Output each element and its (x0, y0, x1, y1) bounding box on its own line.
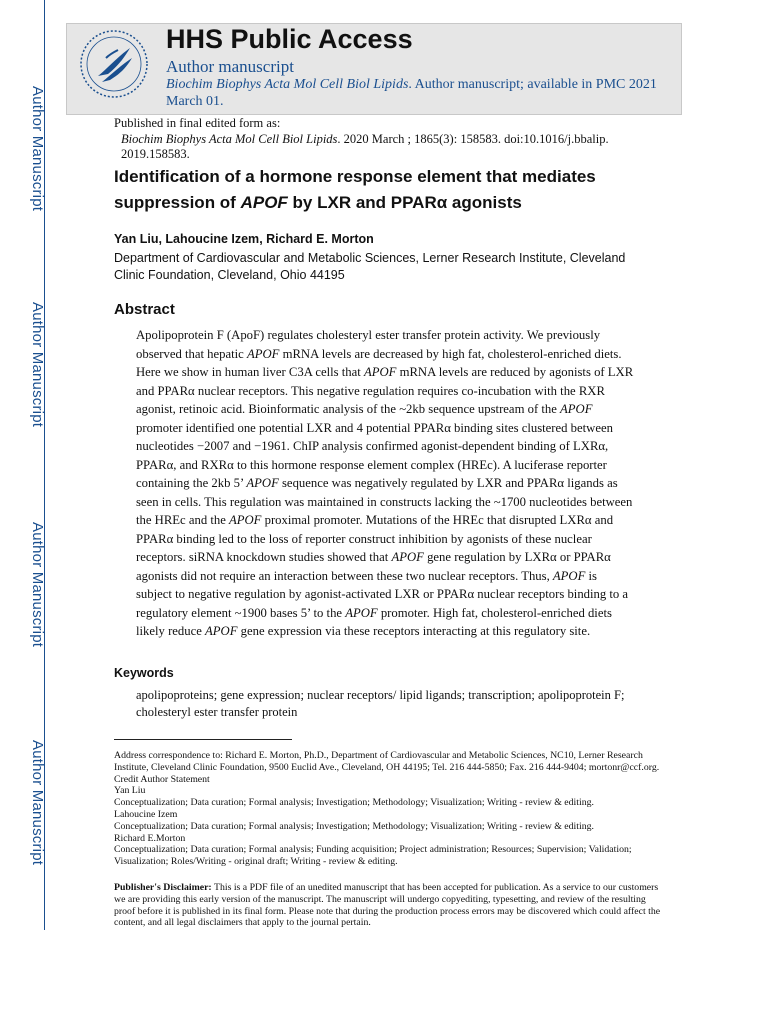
abstract-body (136, 326, 636, 641)
credit-author-roles: Conceptualization; Data curation; Formal analysis; Funding acquisition; Project administration; Resources; Supervision; Validation; Visualization; Roles/Writing - original draft; Writing - review & editing. (114, 844, 632, 868)
title-text: by LXR and PPARα agonists (287, 193, 522, 212)
citation (121, 132, 661, 162)
author-list (114, 232, 374, 246)
title-gene: APOF (240, 193, 288, 212)
credit-author-name: Richard E.Morton (114, 832, 186, 844)
abstract-text: Apolipoprotein F (ApoF) regulates cholesteryl ester transfer protein activity. We previously observed that hepatic (136, 328, 601, 361)
gene-name: APOF (552, 568, 586, 583)
journal-availability-line (166, 76, 671, 110)
keywords-heading: Keywords (114, 666, 174, 680)
abstract-text: promoter identified one potential LXR and 4 potential PPARα binding sites clustered between nucleotides −2007 and −1961. ChIP analysis confirmed agonist-dependent binding of LXRα, PPARα, and RXRα to this hormone response element complex (HREc). A luciferase reporter containing the 2kb 5’ (136, 420, 613, 490)
correspondence-footnote: Address correspondence to: Richard E. Morton, Ph.D., Department of Cardiovascular and Metabolic Sciences, NC10, Lerner Research Institute, Cleveland Clinic Foundation, 9500 Euclid Ave., Cleveland, OH 44195; Tel. 216 444-5850; Fax. 216 444-9404; mortonr@ccf.org. (114, 750, 660, 773)
footnotes (114, 750, 662, 868)
credit-author-roles: Conceptualization; Data curation; Formal analysis; Investigation; Methodology; Visualization; Writing - review & editing. (114, 820, 594, 832)
abstract-text: mRNA levels are decreased by high fat, cholesterol-enriched diets. Here we show in human liver C3A cells that (136, 346, 622, 379)
side-label-author-manuscript: Author Manuscript (29, 740, 46, 866)
disclaimer-text: This is a PDF file of an unedited manuscript that has been accepted for publication. As a service to our customers we are providing this early version of the manuscript. The manuscript will undergo copyediting, typesetting, and review of the resulting proof before it is published in its final form. Please note that during the production process errors may be discovered which could affect the content, and all legal disclaimers that apply to the journal pertain. (114, 882, 661, 929)
author-name: Lahoucine Izem (165, 232, 260, 246)
credit-author-name: Lahoucine Izem (114, 808, 178, 820)
author-name: Richard E. Morton (266, 232, 374, 246)
footnote-divider (114, 739, 292, 740)
abstract-heading: Abstract (114, 301, 175, 318)
author-separator: , (158, 232, 166, 246)
side-label-author-manuscript: Author Manuscript (29, 86, 46, 212)
citation-details: . 2020 March ; 1865(3): 158583. doi:10.1016/j.bbalip. 2019.158583. (121, 132, 609, 161)
disclaimer-label: Publisher's Disclaimer: (114, 882, 212, 893)
gene-name: APOF (391, 550, 424, 564)
credit-author-name: Yan Liu (114, 785, 146, 797)
abstract-text: proximal promoter. Mutations of the HREc that disrupted LXRα and PPARα binding led to the loss of reporter construct inhibition by agonists of these nuclear receptors. siRNA knockdown studies showed that (136, 513, 614, 564)
abstract-text: gene expression via these receptors interacting at this regulatory site. (237, 624, 591, 638)
gene-name: APOF (246, 476, 279, 490)
gene-name: APOF (560, 402, 593, 416)
abstract-text: sequence was negatively regulated by LXR and PPARα ligands as seen in cells. This regulation was maintained in constructs lacking the ~1700 nucleotides between the HREc and the (136, 476, 633, 527)
abstract-text: gene regulation by LXRα or PPARα agonists did not require an interaction between these two nuclear receptors. Thus, (136, 550, 611, 583)
title-text: Identification of a hormone response element that mediates suppression of (114, 167, 596, 212)
credit-author-roles: Conceptualization; Data curation; Formal analysis; Investigation; Methodology; Visualization; Writing - review & editing. (114, 797, 594, 809)
hhs-public-access-title: HHS Public Access (166, 24, 413, 54)
author-name: Yan Liu (114, 232, 159, 246)
gene-name: APOF (205, 624, 238, 638)
keywords-body: apolipoproteins; gene expression; nuclear receptors/ lipid ligands; transcription; apolipoprotein F; cholesteryl ester transfer protein (136, 688, 625, 719)
gene-name: APOF (229, 513, 262, 527)
abstract-text: mRNA levels are reduced by agonists of LXR and PPARα nuclear receptors. This negative regulation requires co-incubation with the RXR agonist, retinoic acid. Bioinformatic analysis of the ~2kb sequence upstream of the (136, 365, 634, 416)
published-form-label: Published in final edited form as: (114, 116, 281, 130)
affiliation: Department of Cardiovascular and Metabolic Sciences, Lerner Research Institute, Cleveland Clinic Foundation, Cleveland, Ohio 44195 (114, 251, 626, 282)
side-label-author-manuscript: Author Manuscript (29, 302, 46, 428)
side-label-author-manuscript: Author Manuscript (29, 522, 46, 648)
author-separator: , (259, 232, 267, 246)
credit-statement-heading: Credit Author Statement (114, 773, 210, 785)
availability-text: . Author manuscript; available in PMC 2021 March 01. (166, 77, 657, 109)
journal-name: Biochim Biophys Acta Mol Cell Biol Lipids (166, 77, 409, 92)
hhs-eagle-seal-icon (78, 28, 150, 100)
gene-name: APOF (363, 365, 397, 379)
publisher-disclaimer (114, 882, 662, 929)
citation-journal: Biochim Biophys Acta Mol Cell Biol Lipids (121, 132, 338, 146)
abstract-text: is subject to negative regulation by agonist-activated LXR or PPARα nuclear receptors binding to a regulatory element ~1900 bases 5’ to the (136, 568, 629, 620)
gene-name: APOF (246, 346, 280, 361)
article-title (114, 164, 674, 216)
gene-name: APOF (345, 605, 378, 620)
author-manuscript-label: Author manuscript (166, 57, 294, 76)
abstract-text: promoter. High fat, cholesterol-enriched diets likely reduce (136, 605, 612, 638)
